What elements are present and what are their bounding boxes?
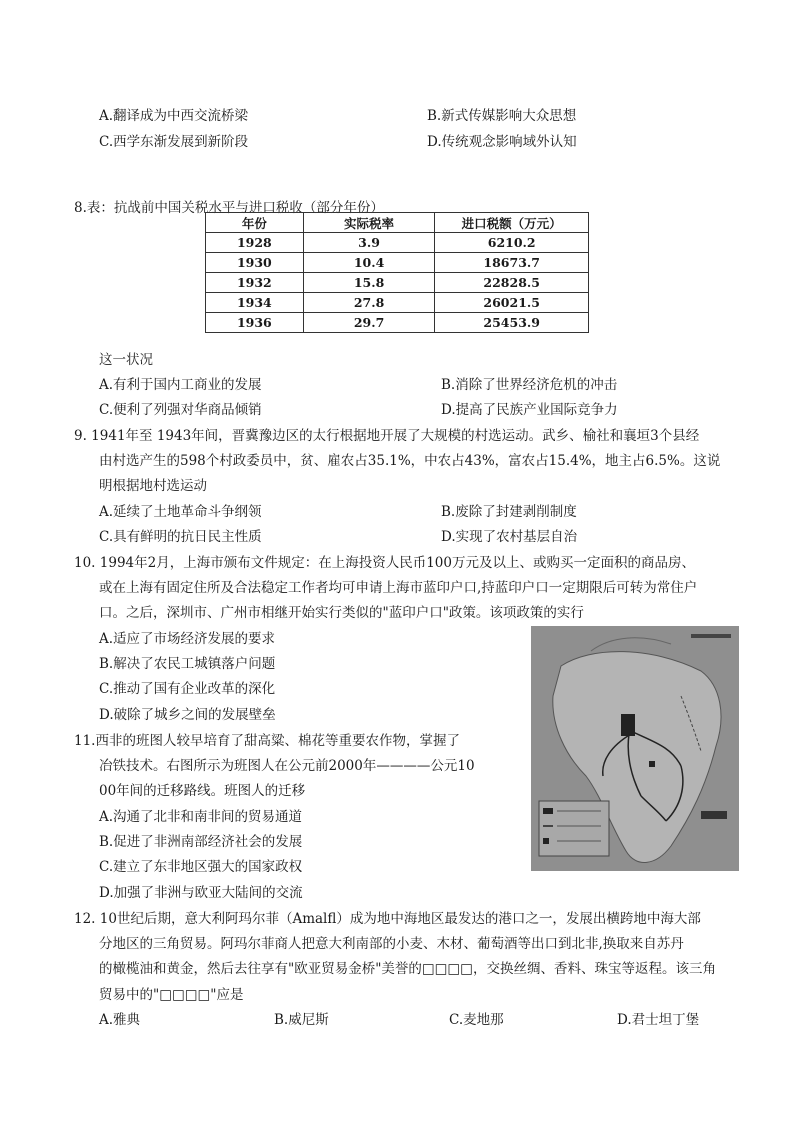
table-cell: 25453.9 — [435, 313, 589, 333]
q9-option-b: B.废除了封建剥削制度 — [441, 504, 577, 520]
q11-option-b: B.促进了非洲南部经济社会的发展 — [99, 834, 303, 850]
q8-stem: 这一状况 — [99, 352, 153, 368]
q9-line-1: 9. 1941年至 1943年间，晋冀豫边区的太行根据地开展了大规模的村选运动。武乡、榆社和襄垣3个县经 — [74, 428, 700, 444]
q12-line-4: 贸易中的"□□□□"应是 — [99, 987, 244, 1003]
table-cell: 27.8 — [303, 293, 435, 313]
q10-option-b: B.解决了农民工城镇落户问题 — [99, 656, 276, 672]
q11-option-a: A.沟通了北非和南非间的贸易通道 — [99, 809, 303, 825]
table-header-amount: 进口税额（万元） — [435, 213, 589, 233]
q11-line-2: 冶铁技术。右图所示为班图人在公元前2000年————公元10 — [99, 758, 475, 774]
table-row — [206, 253, 589, 273]
table-header-rate: 实际税率 — [303, 213, 435, 233]
bantu-migration-map — [531, 626, 739, 871]
table-row — [206, 233, 589, 253]
table-cell: 1934 — [206, 293, 304, 313]
q10-option-a: A.适应了市场经济发展的要求 — [99, 631, 276, 647]
q12-option-c: C.麦地那 — [449, 1012, 504, 1028]
table-cell: 1928 — [206, 233, 304, 253]
q12-option-b: B.威尼斯 — [274, 1012, 329, 1028]
q12-line-3: 的橄榄油和黄金，然后去往享有"欧亚贸易金桥"美誉的□□□□，交换丝绸、香料、珠宝等返程。该三角 — [99, 961, 716, 977]
q8-option-a: A.有利于国内工商业的发展 — [99, 377, 262, 393]
table-row — [206, 273, 589, 293]
q11-line-3: 00年间的迁移路线。班图人的迁移 — [99, 783, 306, 799]
q11-option-d: D.加强了非洲与欧亚大陆间的交流 — [99, 885, 303, 901]
table-row — [206, 313, 589, 333]
q12-line-2: 分地区的三角贸易。阿玛尔菲商人把意大利南部的小麦、木材、葡萄酒等出口到北非,换取来自苏丹 — [99, 936, 684, 952]
q9-line-2: 由村选产生的598个村政委员中，贫、雇农占35.1%，中农占43%，富农占15.4%，地主占6.5%。这说 — [99, 453, 721, 469]
q10-option-d: D.破除了城乡之间的发展壁垒 — [99, 707, 276, 723]
table-cell: 1936 — [206, 313, 304, 333]
table-cell: 29.7 — [303, 313, 435, 333]
tariff-table — [205, 212, 589, 333]
table-cell: 15.8 — [303, 273, 435, 293]
map-image — [531, 626, 739, 871]
table-header-year: 年份 — [206, 213, 304, 233]
q8-option-c: C.便利了列强对华商品倾销 — [99, 402, 262, 418]
q11-option-c: C.建立了东非地区强大的国家政权 — [99, 859, 303, 875]
q7-option-b: B.新式传媒影响大众思想 — [427, 108, 577, 124]
table-cell: 3.9 — [303, 233, 435, 253]
q10-line-1: 10. 1994年2月，上海市颁布文件规定：在上海投资人民币100万元及以上、或购买一定面积的商品房、 — [74, 555, 695, 571]
table-row — [206, 293, 589, 313]
q9-option-c: C.具有鲜明的抗日民主性质 — [99, 529, 262, 545]
q9-line-3: 明根据地村选运动 — [99, 478, 207, 494]
q10-option-c: C.推动了国有企业改革的深化 — [99, 681, 276, 697]
q8-option-d: D.提高了民族产业国际竞争力 — [441, 402, 618, 418]
table-cell: 26021.5 — [435, 293, 589, 313]
q12-line-1: 12. 10世纪后期，意大利阿玛尔菲（Amalfl）成为地中海地区最发达的港口之一，发展出横跨地中海大部 — [74, 911, 701, 927]
q9-option-a: A.延续了土地革命斗争纲领 — [99, 504, 262, 520]
q7-option-c: C.西学东渐发展到新阶段 — [99, 134, 249, 150]
table-cell: 1930 — [206, 253, 304, 273]
q12-option-d: D.君士坦丁堡 — [617, 1012, 700, 1028]
q9-option-d: D.实现了农村基层自治 — [441, 529, 578, 545]
table-cell: 22828.5 — [435, 273, 589, 293]
q8-title: 8.表：抗战前中国关税水平与进口税收（部分年份） — [74, 200, 384, 216]
q11-line-1: 11.西非的班图人较早培育了甜高粱、棉花等重要农作物，掌握了 — [74, 733, 460, 749]
q8-option-b: B.消除了世界经济危机的冲击 — [441, 377, 618, 393]
table-cell: 1932 — [206, 273, 304, 293]
table-cell: 10.4 — [303, 253, 435, 273]
q7-option-a: A.翻译成为中西交流桥梁 — [99, 108, 249, 124]
table-cell: 6210.2 — [435, 233, 589, 253]
table-cell: 18673.7 — [435, 253, 589, 273]
table-header-row — [206, 213, 589, 233]
q7-option-d: D.传统观念影响域外认知 — [427, 134, 577, 150]
q12-option-a: A.雅典 — [99, 1012, 141, 1028]
q10-line-2: 或在上海有固定住所及合法稳定工作者均可申请上海市蓝印户口,持蓝印户口一定期限后可转为常住户 — [99, 580, 698, 596]
q10-line-3: 口。之后，深圳市、广州市相继开始实行类似的"蓝印户口"政策。该项政策的实行 — [99, 605, 584, 621]
